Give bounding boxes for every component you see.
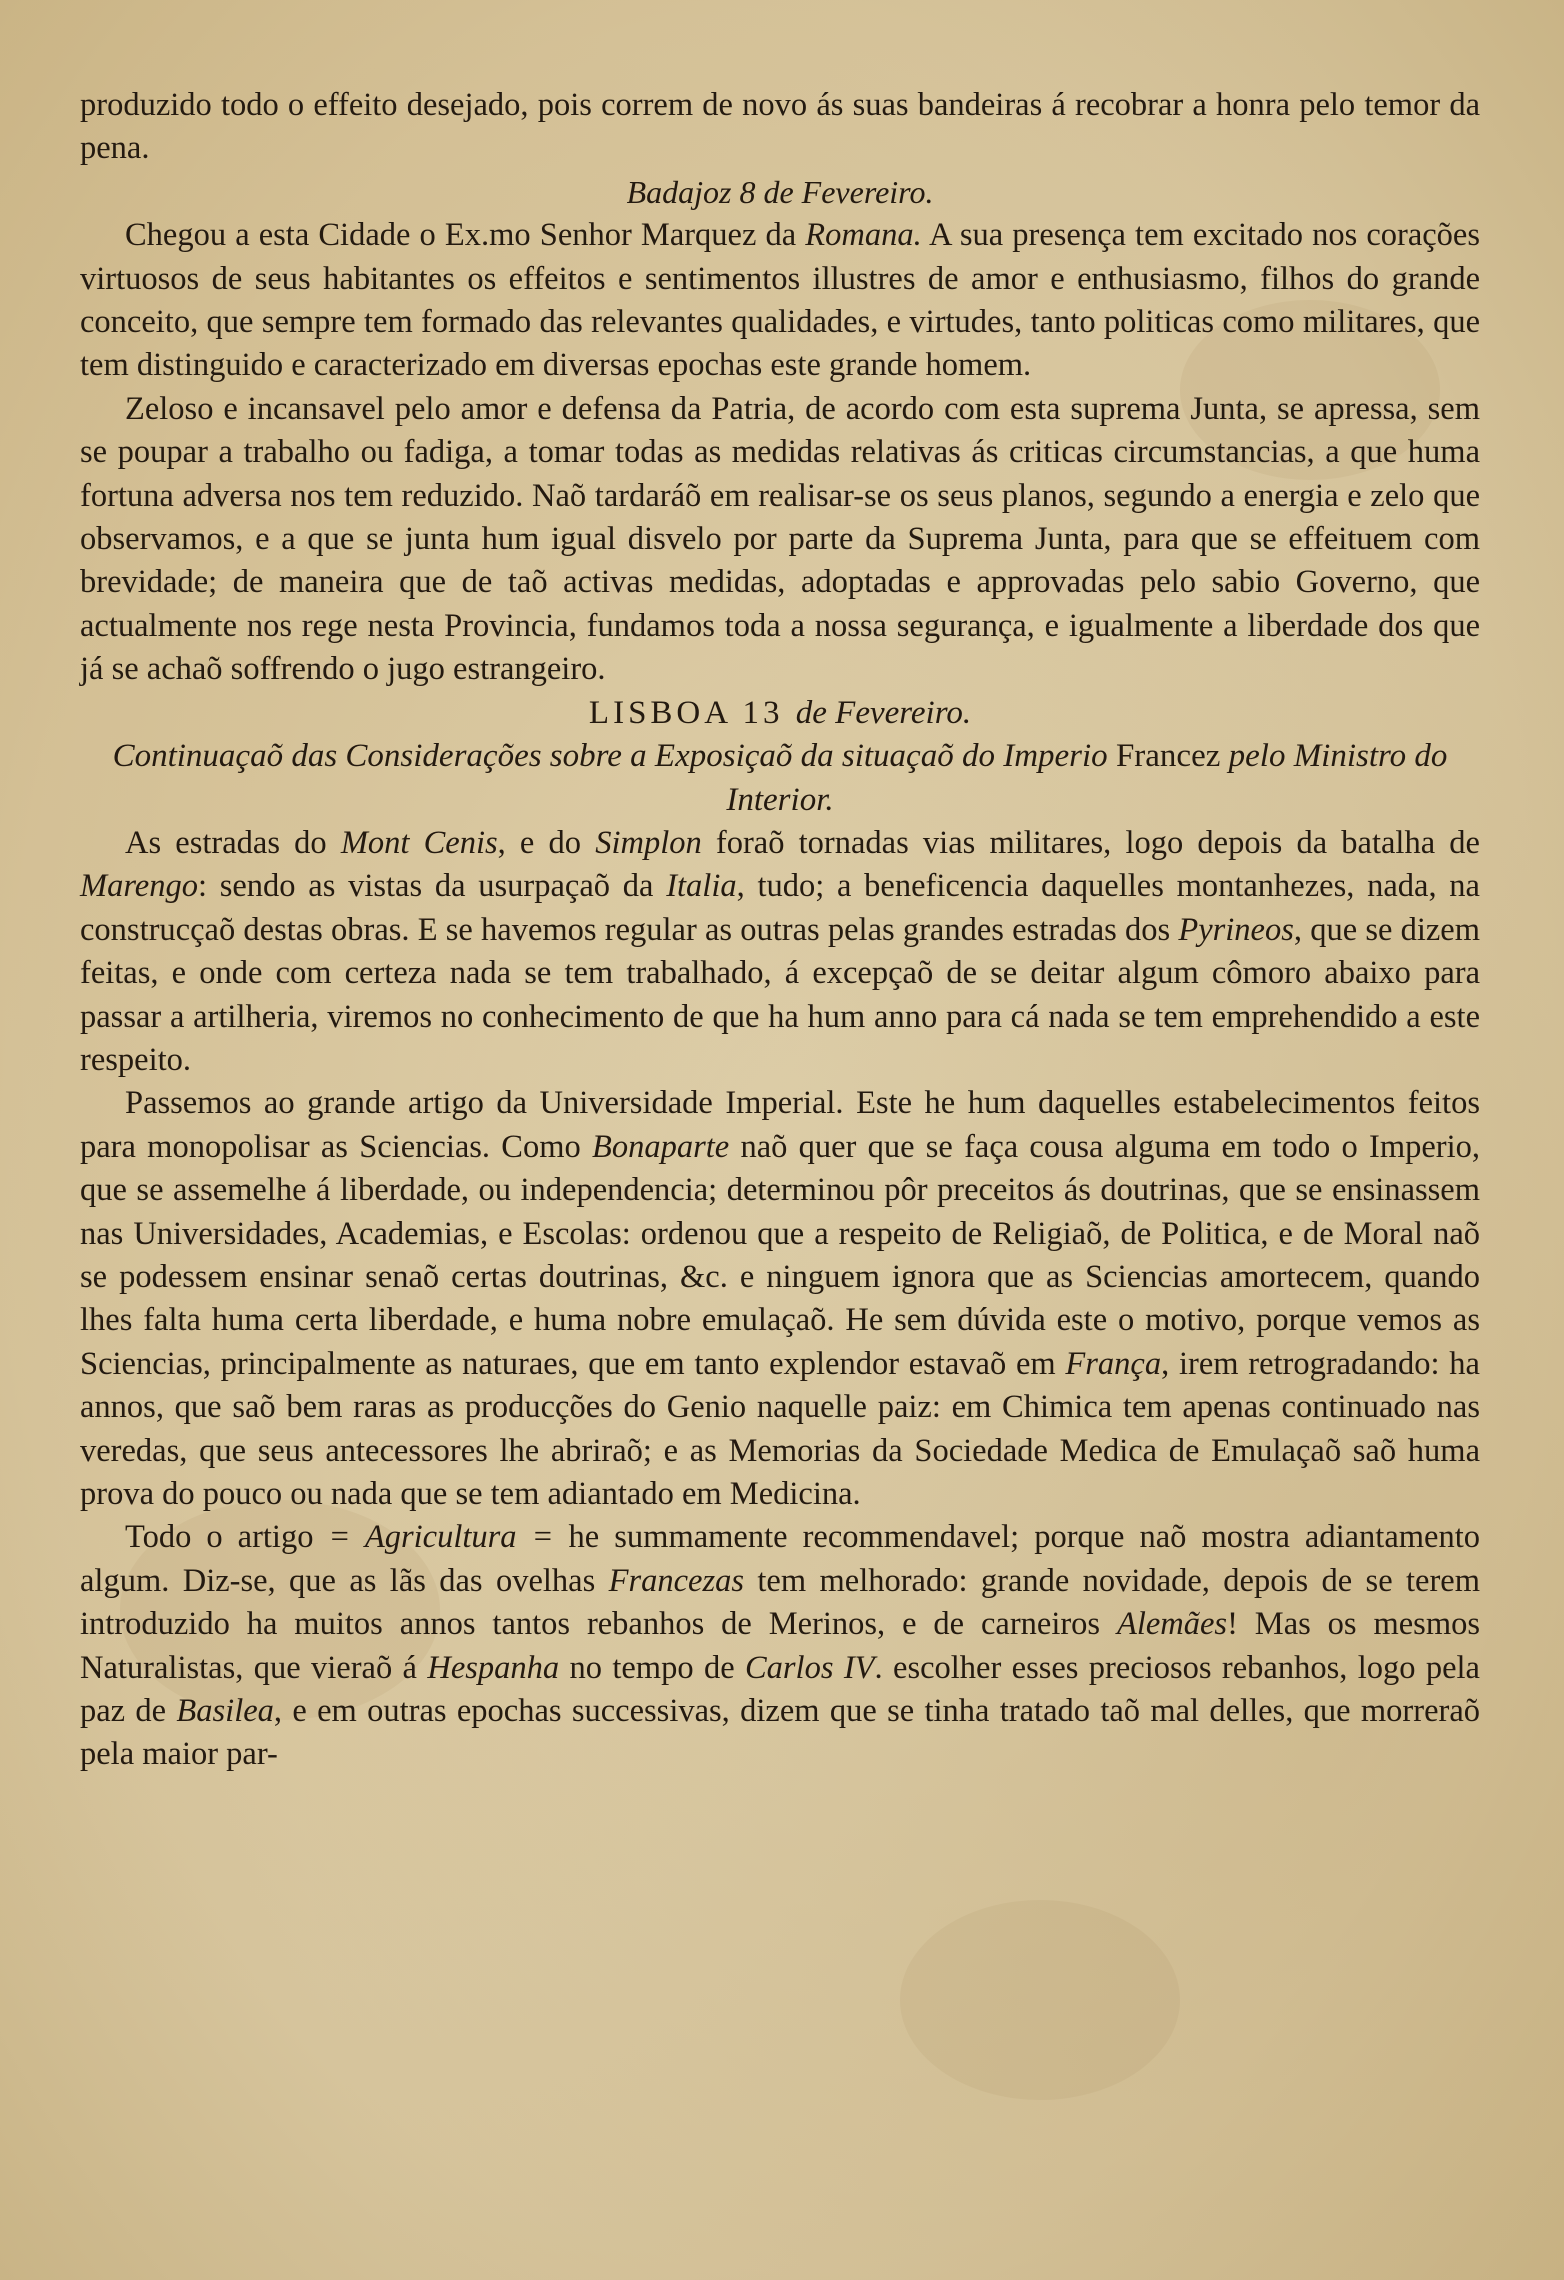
- text-span: As estradas do: [125, 824, 341, 861]
- place-hespanha: Hespanha: [427, 1649, 560, 1686]
- lisboa-paragraph-2: [80, 1082, 1480, 1516]
- name-carlos-iv: Carlos IV: [744, 1649, 875, 1686]
- term-alemaes: Alemães: [1116, 1606, 1228, 1643]
- badajoz-paragraph-1: [80, 214, 1480, 388]
- badajoz-dateline: Badajoz 8 de Fevereiro.: [626, 173, 934, 210]
- text-span: tem melhorado: grande novidade, depois de se terem introduzido ha muitos annos tantos rebanhos de Merinos, e de carneiros: [80, 1562, 1480, 1643]
- text-span: naõ quer que se faça cousa alguma em todo o Imperio, que se assemelhe á liberdade, ou independencia; determinou pôr preceitos ás doutrinas, que se ensinassem nas Universidades, Academias, e Escolas: ordenou que a respeito de Religiaõ, de Politica, e de Moral naõ se podessem ensinar senaõ certas doutrinas, &c. e ninguem ignora que as Sciencias amortecem, quando lhes falta huma certa liberdade, e huma nobre emulaçaõ. He sem dúvida este o motivo, porque vemos as Sciencias, principalmente as naturaes, que em tanto explendor estavaõ em: [80, 1128, 1481, 1382]
- article-heading: [80, 735, 1480, 822]
- place-marengo: Marengo: [80, 868, 198, 905]
- name-bonaparte: Bonaparte: [592, 1128, 730, 1165]
- place-italia: Italia: [666, 868, 737, 905]
- heading-part-3: pelo Ministro do Interior.: [726, 738, 1448, 818]
- term-agricultura: = Agricultura =: [328, 1519, 554, 1556]
- place-mont-cenis: Mont Cenis: [340, 824, 498, 861]
- text-span: he summamente recommendavel; porque naõ mostra adiantamento algum. Diz-se, que as lãs das ovelhas: [80, 1519, 1480, 1599]
- heading-part-2: Francez: [1115, 738, 1221, 775]
- badajoz-paragraph-2: Zeloso e incansavel pelo amor e defensa da Patria, de acordo com esta suprema Junta, se apressa, sem se poupar a trabalho ou fadiga, a tomar todas as medidas relativas ás criticas circumstancias, a que huma fortuna adversa nos tem reduzido. Naõ tardaráõ em realisar-se os seus planos, segundo a energia e zelo que observamos, e a que se junta hum igual disvelo por parte da Suprema Junta, para que se effeituem com brevidade; de maneira que de taõ activas medidas, adoptadas e approvadas pelo sabio Governo, que actualmente nos rege nesta Provincia, fundamos toda a nossa segurança, e igualmente a liberdade dos que já se achaõ soffrendo o jugo estrangeiro.: [80, 390, 1480, 688]
- place-simplon: Simplon: [595, 824, 702, 861]
- text-span: , irem retrogradando: ha annos, que saõ bem raras as producções do Genio naquelle paiz: em Chimica tem apenas continuado nas veredas, que seus antecessores lhe abriraõ; e as Memorias da Sociedade Medica de Emulaçaõ saõ huma prova do pouco ou nada que se tem adiantado em Medicina.: [80, 1345, 1480, 1512]
- text-span: Chegou a esta Cidade o Ex.mo Senhor Marquez da: [125, 217, 806, 254]
- text-span: foraõ tornadas vias militares, logo depois da batalha de: [701, 824, 1480, 861]
- text-span: A sua presença tem excitado nos corações virtuosos de seus habitantes os effeitos e sentimentos illustres de amor e enthusiasmo, filhos do grande conceito, que sempre tem formado das relevantes qualidades, e virtudes, tanto politicas como militares, que tem distinguido e caracterizado em diversas epochas este grande homem.: [80, 217, 1480, 384]
- text-span: ! Mas os mesmos Naturalistas, que vieraõ á: [80, 1606, 1480, 1686]
- lisboa-date: de Fevereiro.: [795, 694, 972, 731]
- text-span: . escolher esses preciosos rebanhos, logo pela paz de: [80, 1649, 1480, 1730]
- term-francezas: Francezas: [608, 1562, 745, 1599]
- heading-part-1: Continuaçaõ das Considerações sobre a Exposiçaõ da situaçaõ do Imperio: [112, 738, 1108, 775]
- paper-stain: [900, 1900, 1180, 2100]
- text-span: , tudo; a beneficencia daquelles montanhezes, nada, na construcçaõ destas obras. E se havemos regular as outras pelas grandes estradas dos: [80, 868, 1480, 948]
- lisboa-city: LISBOA 13: [588, 694, 784, 731]
- text-span: , e em outras epochas successivas, dizem que se tinha tratado taõ mal delles, que morreraõ pela maior par-: [80, 1693, 1480, 1773]
- lisboa-paragraph-1: [80, 822, 1480, 1082]
- name-romana: Romana.: [805, 217, 922, 254]
- lisboa-paragraph-3: [80, 1516, 1480, 1776]
- text-span: Passemos ao grande artigo da Universidade Imperial. Este he hum daquelles estabelecimentos feitos para monopolisar as Sciencias. Como: [80, 1085, 1480, 1165]
- lisboa-dateline: [80, 692, 1480, 735]
- text-span: no tempo de: [559, 1649, 745, 1686]
- text-span: Todo o artigo: [125, 1519, 329, 1556]
- text-span: , e do: [497, 824, 596, 861]
- intro-paragraph: produzido todo o effeito desejado, pois correm de novo ás suas bandeiras á recobrar a honra pelo temor da pena.: [80, 87, 1480, 167]
- article-body: [80, 84, 1480, 1777]
- text-span: : sendo as vistas da usurpaçaõ da: [197, 868, 667, 905]
- place-basilea: Basilea: [176, 1693, 274, 1730]
- place-pyrineos: Pyrineos: [1178, 911, 1294, 948]
- text-span: , que se dizem feitas, e onde com certeza nada se tem trabalhado, á excepçaõ de se deitar algum cômoro abaixo para passar a artilheria, viremos no conhecimento de que ha hum anno para cá nada se tem emprehendido a este respeito.: [80, 911, 1480, 1078]
- place-franca: França: [1065, 1345, 1162, 1382]
